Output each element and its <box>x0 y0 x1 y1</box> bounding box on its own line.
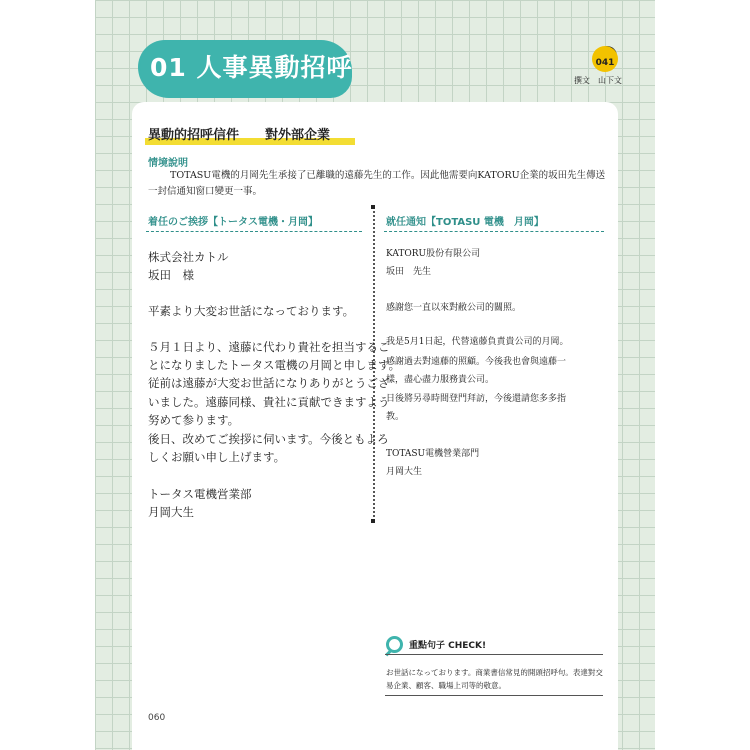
check-title: 重點句子 CHECK! <box>409 641 487 651</box>
check-text: お世話になっております。商業書信常見的開頭招呼句。表達對交易企業、顧客、職場上司等的敬意。 <box>386 668 603 690</box>
page-title: 01 人事異動招呼 <box>150 53 353 82</box>
jp-line: 努めて参ります。 <box>148 413 240 427</box>
chinese-letter-title: 就任通知【TOTASU 電機 月岡】 <box>386 217 544 228</box>
jp-line: 後日、改めてご挨拶に伺います。今後ともよろ <box>148 432 389 446</box>
zh-line: 我是5月1日起，代替遠藤負責貴公司的月岡。 <box>386 337 569 347</box>
jp-line: とになりましたトータス電機の月岡と申します。 <box>148 358 401 372</box>
situation-label: 情境說明 <box>148 158 188 169</box>
zh-line: 日後將另尋時間登門拜訪，今後還請您多多指 <box>386 394 567 404</box>
section-heading: 異動的招呼信件 對外部企業 <box>148 128 331 143</box>
zh-line: 坂田 先生 <box>386 267 432 277</box>
jp-line: いました。遠藤同様、貴社に貢献できますよう <box>148 395 390 409</box>
zh-line: 教。 <box>386 412 405 422</box>
page-number: 060 <box>148 713 166 723</box>
jp-line: 坂田 様 <box>148 268 194 282</box>
jp-line: 従前は遠藤が大変お世話になりありがとうござ <box>148 376 390 390</box>
zh-line: 月岡大生 <box>386 467 423 477</box>
audio-track-badge[interactable]: 041 <box>592 46 618 72</box>
situation-text: TOTASU電機的月岡先生承接了已離職的遠藤先生的工作。因此他需要向KATORU企業的坂田先生傳送一封信通知窗口變更一事。 <box>148 170 606 197</box>
zh-line: 樣，盡心盡力服務貴公司。 <box>386 375 495 385</box>
japanese-title-rule <box>146 231 362 232</box>
jp-line: しくお願い申し上げます。 <box>148 450 286 464</box>
author-credit: 撰文 山下文 <box>574 76 622 85</box>
zh-line: 感謝過去對遠藤的照顧。今後我也會與遠藤一 <box>386 357 567 367</box>
check-rule-bottom <box>385 695 603 696</box>
zh-line: KATORU股份有限公司 <box>386 249 481 259</box>
chinese-title-rule <box>384 231 604 232</box>
jp-line: 株式会社カトル <box>148 250 229 264</box>
jp-line: 平素より大変お世話になっております。 <box>148 304 355 318</box>
jp-line: 月岡大生 <box>148 505 194 519</box>
divider-dot <box>371 519 375 523</box>
japanese-letter-title: 着任のご挨拶【トータス電機・月岡】 <box>148 217 318 228</box>
check-rule-top <box>385 654 603 655</box>
jp-line: トータス電機営業部 <box>148 487 252 501</box>
jp-line: ５月１日より、遠藤に代わり貴社を担当するこ <box>148 340 390 354</box>
zh-line: 感謝您一直以來對敝公司的關照。 <box>386 303 522 313</box>
divider-dot <box>371 205 375 209</box>
zh-line: TOTASU電機營業部門 <box>386 449 480 459</box>
